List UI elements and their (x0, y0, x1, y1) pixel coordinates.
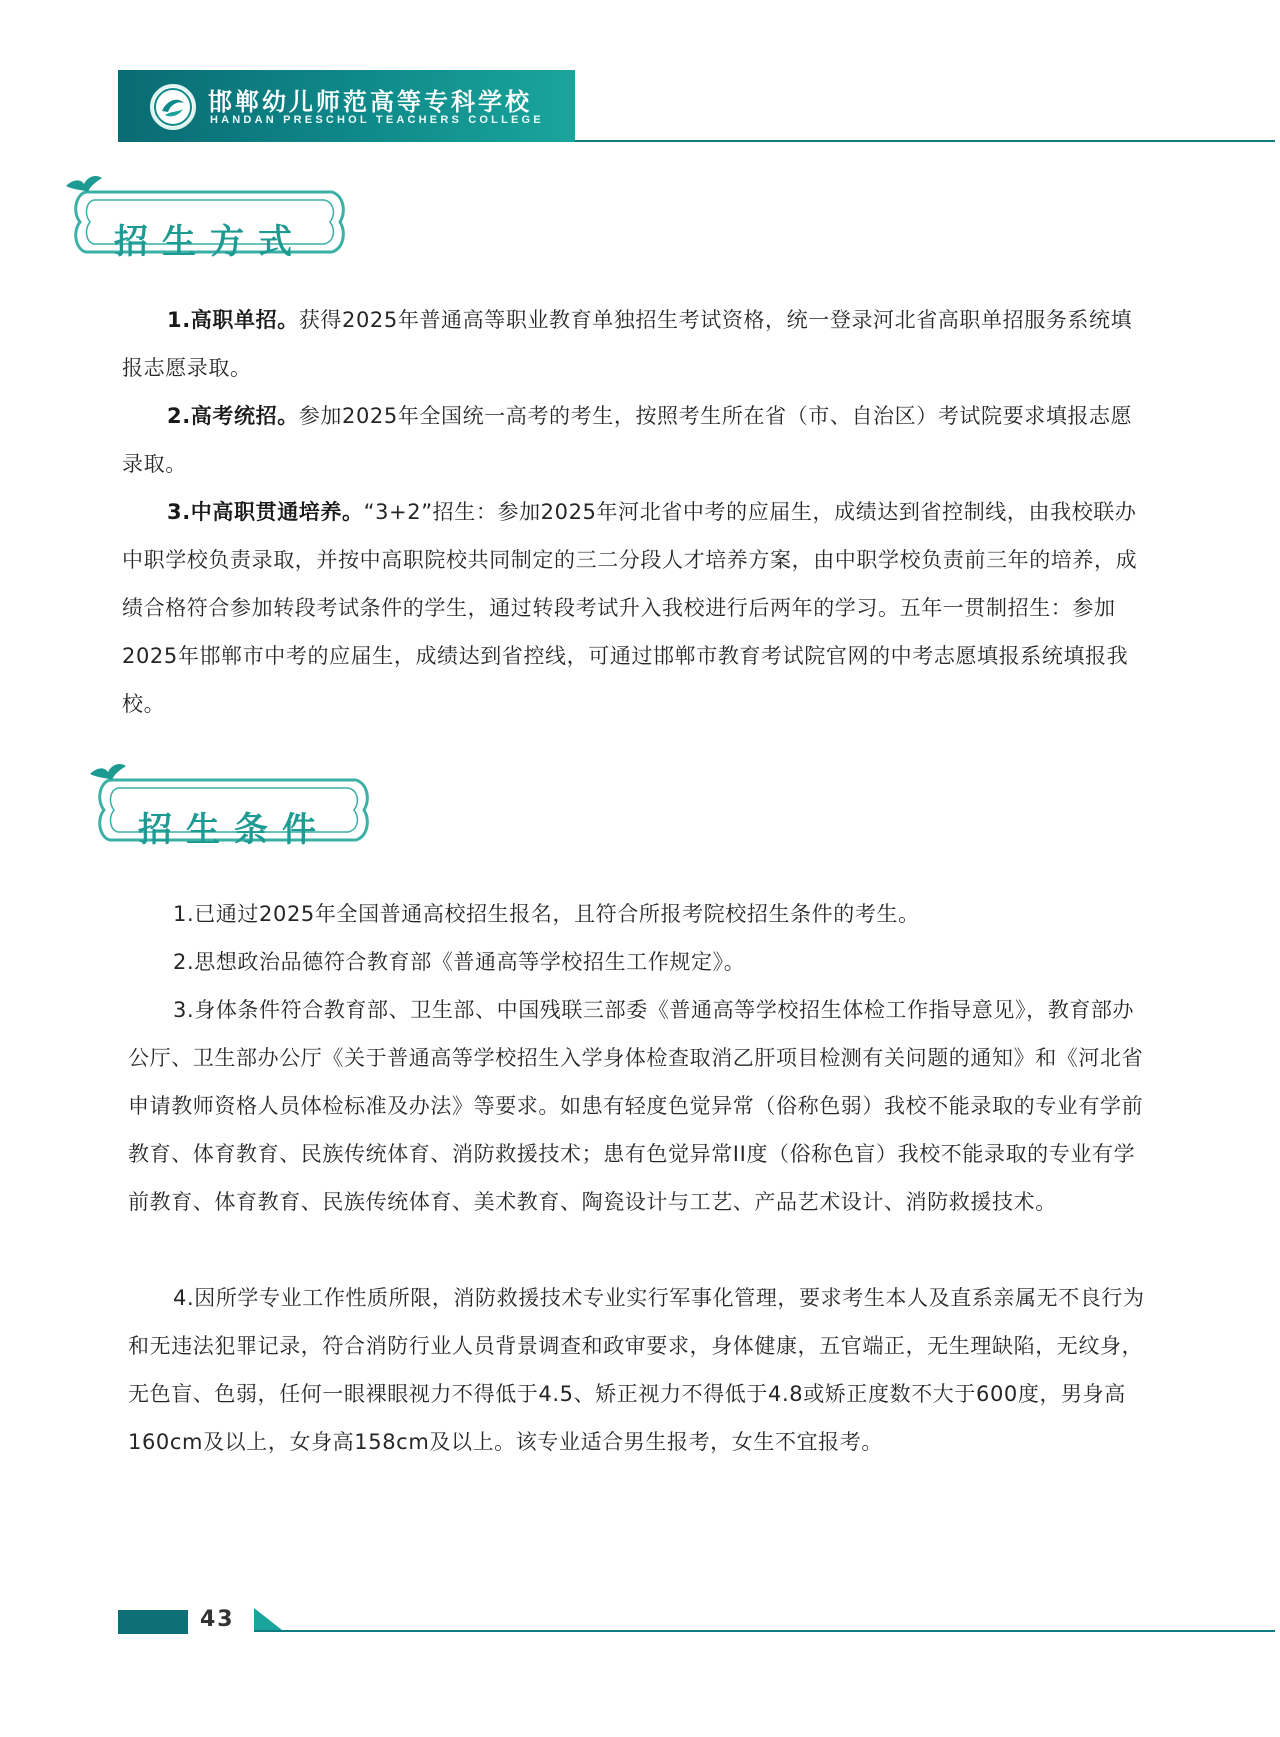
school-logo-icon (150, 84, 196, 130)
footer-bar (118, 1610, 188, 1634)
paragraph-text: 参加2025年全国统一高考的考生，按照考生所在省（市、自治区）考试院要求填报志愿录取。 (122, 404, 1133, 476)
page-number: 43 (200, 1607, 235, 1632)
paragraph (122, 296, 1142, 392)
paragraph-text: “3+2”招生：参加2025年河北省中考的应届生，成绩达到省控制线，由我校联办中职学校负责录取，并按中高职院校共同制定的三二分段人才培养方案，由中职学校负责前三年的培养，成绩合格符合参加转段考试条件的学生，通过转段考试升入我校进行后两年的学习。五年一贯制招生：参加2025年邯郸市中考的应届生，成绩达到省控线，可通过邯郸市教育考试院官网的中考志愿填报系统填报我校。 (122, 500, 1138, 716)
paragraph-lead: 2.高考统招。 (167, 404, 299, 428)
header-rule (575, 140, 1275, 142)
paragraph-text: 4.因所学专业工作性质所限，消防救援技术专业实行军事化管理，要求考生本人及直系亲属无不良行为和无违法犯罪记录，符合消防行业人员背景调查和政审要求，身体健康，五官端正，无生理缺陷，无纹身，无色盲、色弱，任何一眼裸眼视力不得低于4.5、矫正视力不得低于4.8或矫正度数不大于600度，男身高160cm及以上，女身高158cm及以上。该专业适合男生报考，女生不宜报考。 (128, 1286, 1145, 1454)
school-name-cn: 邯郸幼儿师范高等专科学校 (208, 87, 532, 116)
footer-triangle-icon (254, 1608, 286, 1632)
section-title: 招生方式 (114, 222, 306, 262)
paragraph-text: 1.已通过2025年全国普通高校招生报名，且符合所报考院校招生条件的考生。 (173, 902, 920, 926)
paragraph (128, 1274, 1148, 1466)
paragraph (122, 392, 1142, 488)
paragraph (128, 938, 1148, 986)
paragraph-lead: 1.高职单招。 (167, 308, 299, 332)
school-name-en: HANDAN PRESCHOL TEACHERS COLLEGE (210, 114, 544, 126)
paragraph-lead: 3.中高职贯通培养。 (167, 500, 364, 524)
footer-rule (254, 1630, 1275, 1632)
paragraph (122, 488, 1142, 728)
paragraph (128, 890, 1148, 938)
section-title: 招生条件 (138, 810, 330, 850)
paragraph-text: 2.思想政治品德符合教育部《普通高等学校招生工作规定》。 (173, 950, 746, 974)
paragraph-text: 获得2025年普通高等职业教育单独招生考试资格，统一登录河北省高职单招服务系统填报志愿录取。 (122, 308, 1133, 380)
paragraph-text: 3.身体条件符合教育部、卫生部、中国残联三部委《普通高等学校招生体检工作指导意见》，教育部办公厅、卫生部办公厅《关于普通高等学校招生入学身体检查取消乙肝项目检测有关问题的通知》和《河北省申请教师资格人员体检标准及办法》等要求。如患有轻度色觉异常（俗称色弱）我校不能录取的专业有学前教育、体育教育、民族传统体育、消防救援技术；患有色觉异常II度（俗称色盲）我校不能录取的专业有学前教育、体育教育、民族传统体育、美术教育、陶瓷设计与工艺、产品艺术设计、消防救援技术。 (128, 998, 1144, 1214)
paragraph (128, 986, 1148, 1226)
